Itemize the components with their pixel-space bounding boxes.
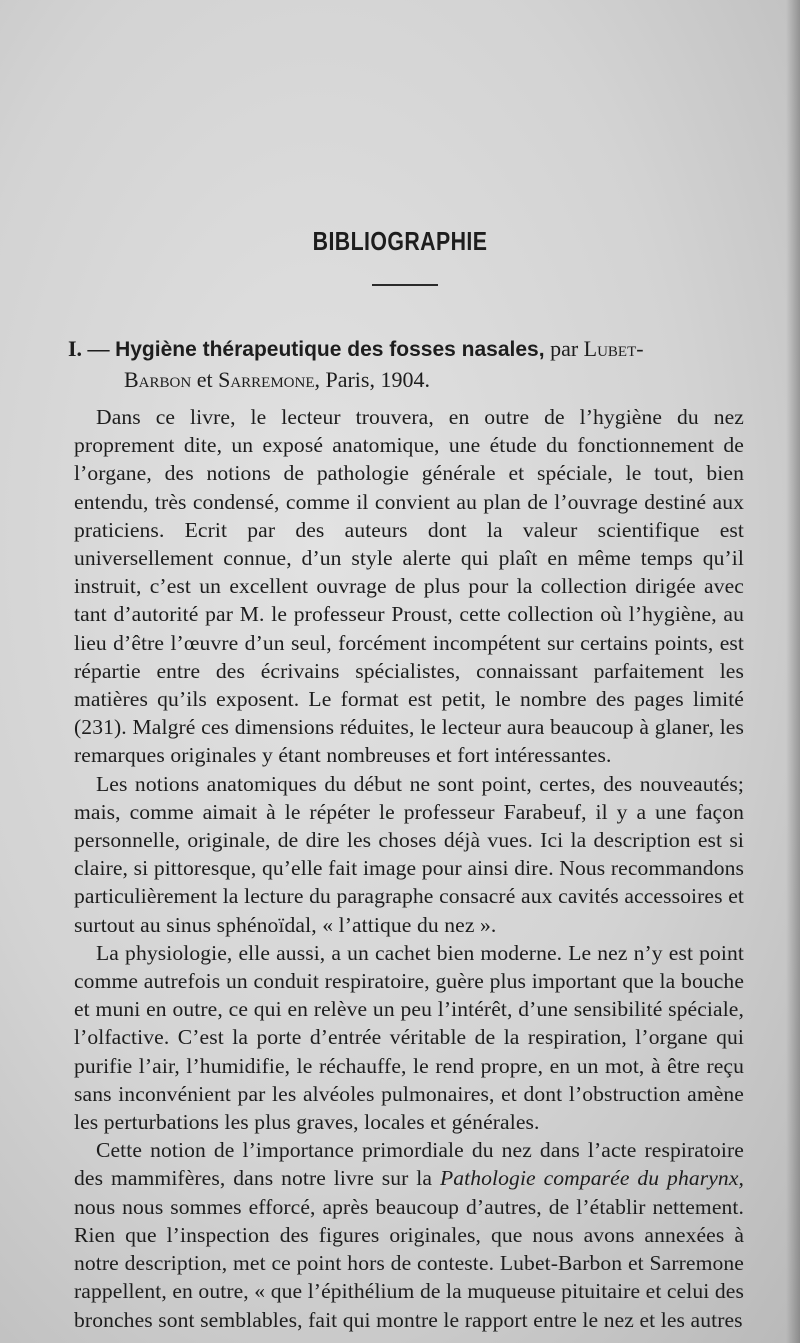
title-rule	[372, 284, 438, 286]
paragraph-4-start: Cette notion de l’importance primordiale du nez dans l’acte respiratoire des mammifères, dans notre livre sur la	[74, 1138, 744, 1191]
page-spine-shadow	[786, 0, 800, 1343]
book-title: Hygiène thérapeutique des fosses nasales,	[115, 338, 545, 361]
cited-book-title: Pathologie comparée du pharynx,	[439, 1166, 745, 1191]
by-word: par	[550, 336, 579, 361]
paragraph-2: Les notions anatomiques du début ne sont point, certes, des nouveautés; mais, comme aimait à le répéter le professeur Farabeuf, il y a une façon personnelle, originale, de dire les choses déjà vues. Ici la description est si claire, si pittoresque, qu’elle fait image pour ainsi dire. Nous recommandons particulièrement la lecture du paragraphe consacré aux cavités accessoires et surtout au sinus sphénoïdal, « l’attique du nez ».	[74, 771, 744, 937]
section-title: BIBLIOGRAPHIE	[312, 226, 488, 256]
place-date: , Paris, 1904.	[314, 367, 430, 392]
paragraph-4	[74, 1136, 744, 1333]
paragraph-3: La physiologie, elle aussi, a un cachet bien moderne. Le nez n’y est point comme autrefois un conduit respiratoire, guère plus important que la bouche et muni en outre, ce qui en relève un peu l’intérêt, d’une sensibilité spéciale, l’olfactive. C’est la porte d’entrée véritable de la respiration, l’organe qui purifie l’air, l’humidifie, le réchauffe, le rend propre, en un mot, à être reçu sans inconvénient par les alvéoles pulmonaires, et dont l’obstruction amène les perturbations les plus graves, locales et générales.	[74, 940, 744, 1135]
author-lubet-part1: Lubet-	[583, 336, 644, 361]
review-number: I. —	[68, 336, 110, 361]
review-body	[74, 403, 744, 1334]
review-heading	[68, 334, 768, 395]
paragraph-1: Dans ce livre, le lecteur trouvera, en outre de l’hygiène du nez proprement dite, un exposé anatomique, une étude du fonctionnement de l’organe, des notions de pathologie générale et spéciale, le tout, bien entendu, très condensé, comme il convient au plan de l’ouvrage destiné aux praticiens. Ecrit par des auteurs dont la valeur scientifique est universellement connue, d’un style alerte qui plaît en même temps qu’il instruit, c’est un excellent ouvrage de plus pour la collection dirigée avec tant d’autorité par M. le professeur Proust, cette collection où l’hygiène, au lieu d’être l’œuvre d’un seul, forcément incompétent sur certains points, est répartie entre des écrivains spécialistes, connaissant parfaitement les matières qu’ils exposent. Le format est petit, le nombre des pages limité (231). Malgré ces dimensions réduites, le lecteur aura beaucoup à glaner, les remarques originales y étant nombreuses et fort intéressantes.	[74, 405, 744, 768]
author-lubet-part2: Barbon	[124, 367, 192, 392]
and-word: et	[196, 367, 213, 392]
paragraph-4-end: nous nous sommes efforcé, après beaucoup d’autres, de l’établir nettement. Rien que l’inspection des figures originales, que nous avons annexées à notre description, met ce point hors de conteste. Lubet-Barbon et Sarremone rappellent, en outre, « que l’épithélium de la muqueuse pituitaire et celui des bronches sont semblables, fait qui montre le rapport entre le nez et les autres	[74, 1194, 744, 1332]
author-sarremone: Sarremone	[218, 367, 315, 392]
